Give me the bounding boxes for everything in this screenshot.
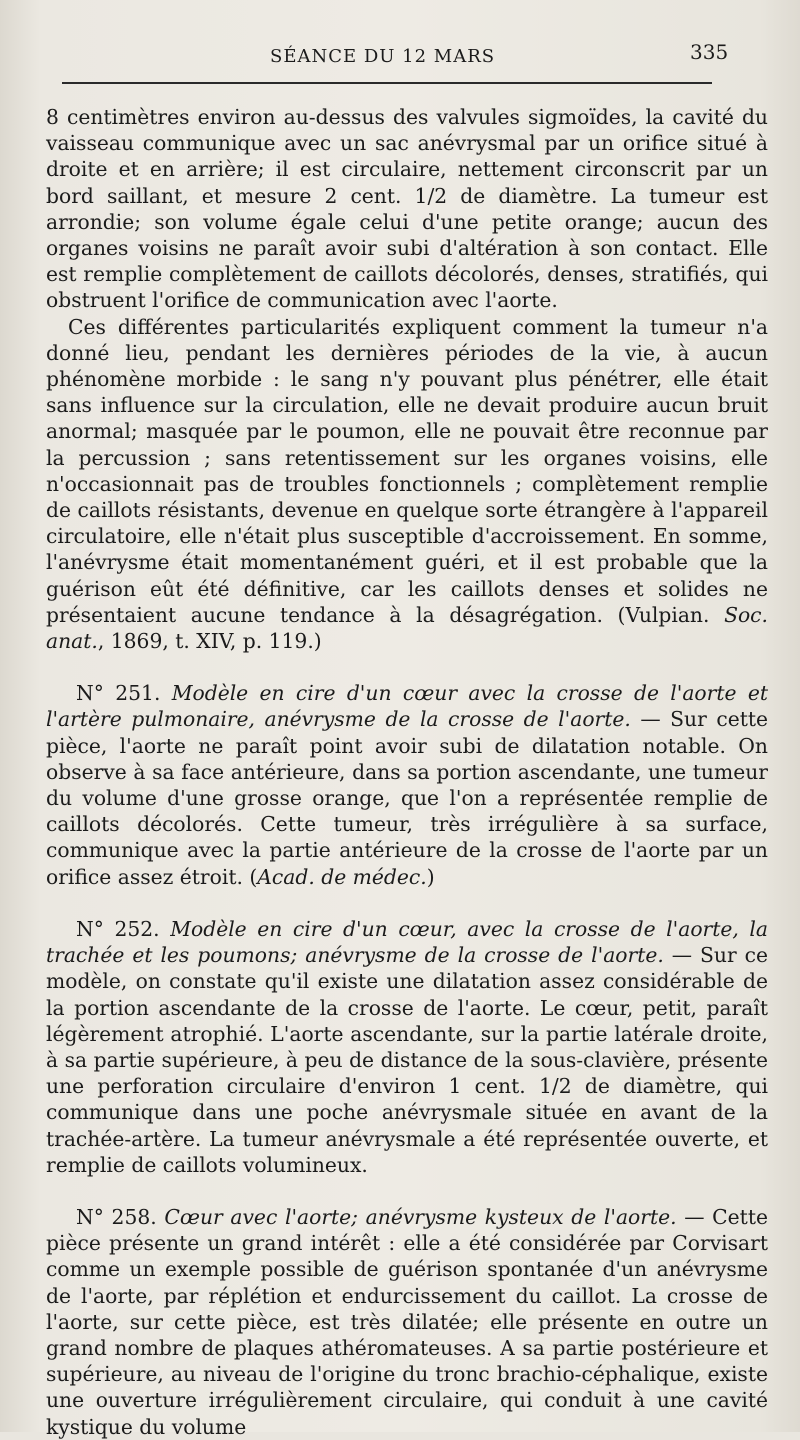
spacer [46, 1178, 768, 1204]
reference-journal: Soc. anat. [46, 602, 768, 654]
paragraph-continuation: 8 centimètres environ au-dessus des valvules sigmoïdes, la cavité du vaisseau communique avec un sac anévrysmal par un orifice situé à droite et en arrière; il est circulaire, nettement circonscrit par un bord saillant, et mesure 2 cent. 1/2 de diamètre. La tumeur est arrondie; son volume égale celui d'une petite orange; aucun des organes voisins ne paraît avoir subi d'altération à son contact. Elle est remplie complètement de caillots décolorés, denses, stratifiés, qui obstruent l'orifice de communication avec l'aorte. [46, 105, 768, 313]
entry-title: Modèle en cire d'un cœur, avec la crosse de l'aorte, la trachée et les poumons; anévrysme de la crosse de l'aorte. [46, 916, 769, 968]
entry-source-end: ) [426, 864, 435, 889]
paragraph-text: Ces différentes particularités expliquent comment la tumeur n'a donné lieu, pendant les dernières périodes de la vie, à aucun phénomène morbide : le sang n'y pouvant plus pénétrer, elle était sans influence sur la circulation, elle ne devait produire aucun bruit anormal; masquée par le poumon, elle ne pouvait être reconnue par la percussion ; sans retentissement sur les organes voisins, elle n'occasionnait pas de troubles fonctionnels ; complètement remplie de caillots résistants, devenue en quelque sorte étrangère à l'appareil circulatoire, elle n'était plus susceptible d'accroissement. En somme, l'anévrysme était momentanément guéri, et il est probable que la guérison eût été définitive, car les caillots denses et solides ne présentaient aucune tendance à la désagrégation. (Vulpian. [46, 314, 768, 627]
catalog-entry-252 [46, 916, 768, 1178]
entry-number: N° 258. [76, 1204, 157, 1229]
entry-title: Cœur avec l'aorte; anévrysme kysteux de l'aorte. [164, 1204, 677, 1229]
entry-number: N° 251. [76, 681, 161, 706]
entry-source: Acad. de médec. [257, 864, 427, 889]
header-rule [62, 82, 712, 84]
reference-details: , 1869, t. XIV, p. 119.) [97, 629, 322, 654]
paragraph-particularites [46, 314, 768, 655]
page-number: 335 [690, 40, 729, 64]
running-title: SÉANCE DU 12 MARS [270, 46, 496, 67]
entry-title: Modèle en cire d'un cœur avec la crosse de l'aorte et l'artère pulmonaire, anévrysme de la crosse de l'aorte. [46, 681, 768, 732]
catalog-entry-251 [46, 680, 768, 890]
entry-text: — Cette pièce présente un grand intérêt : elle a été considérée par Corvisart comme un exemple possible de guérison spontanée d'un anévrysme de l'aorte, par réplétion et endurcissement du caillot. La crosse de l'aorte, sur cette pièce, est très dilatée; elle présente en outre un grand nombre de plaques athéromateuses. A sa partie postérieure et supérieure, au niveau de l'origine du tronc brachio-céphalique, existe une ouverture irrégulièrement circulaire, qui conduit à une cavité kystique du volume [46, 1204, 768, 1439]
spacer [46, 890, 768, 916]
entry-text: — Sur ce modèle, on constate qu'il existe une dilatation assez considérable de la portion ascendante de la crosse de l'aorte. Le cœur, petit, paraît légèrement atrophié. L'aorte ascendante, sur la partie latérale droite, à sa partie supérieure, à peu de distance de la sous-clavière, présente une perforation circulaire d'environ 1 cent. 1/2 de diamètre, qui communique dans une poche anévrysmale située en avant de la trachée-artère. La tumeur anévrysmale a été représentée ouverte, et remplie de caillots volumineux. [46, 943, 768, 1177]
entry-number: N° 252. [76, 916, 160, 941]
entry-text: — Sur cette pièce, l'aorte ne paraît point avoir subi de dilatation notable. On observe à sa face antérieure, dans sa portion ascendante, une tumeur du volume d'une grosse orange, que l'on a représentée remplie de caillots décolorés. Cette tumeur, très irrégulière à sa surface, communique avec la partie antérieure de la crosse de l'aorte par un orifice assez étroit. ( [46, 707, 768, 889]
page-header [0, 38, 800, 78]
catalog-entry-258 [46, 1204, 768, 1440]
spacer [46, 654, 768, 680]
body-text [46, 104, 768, 1440]
